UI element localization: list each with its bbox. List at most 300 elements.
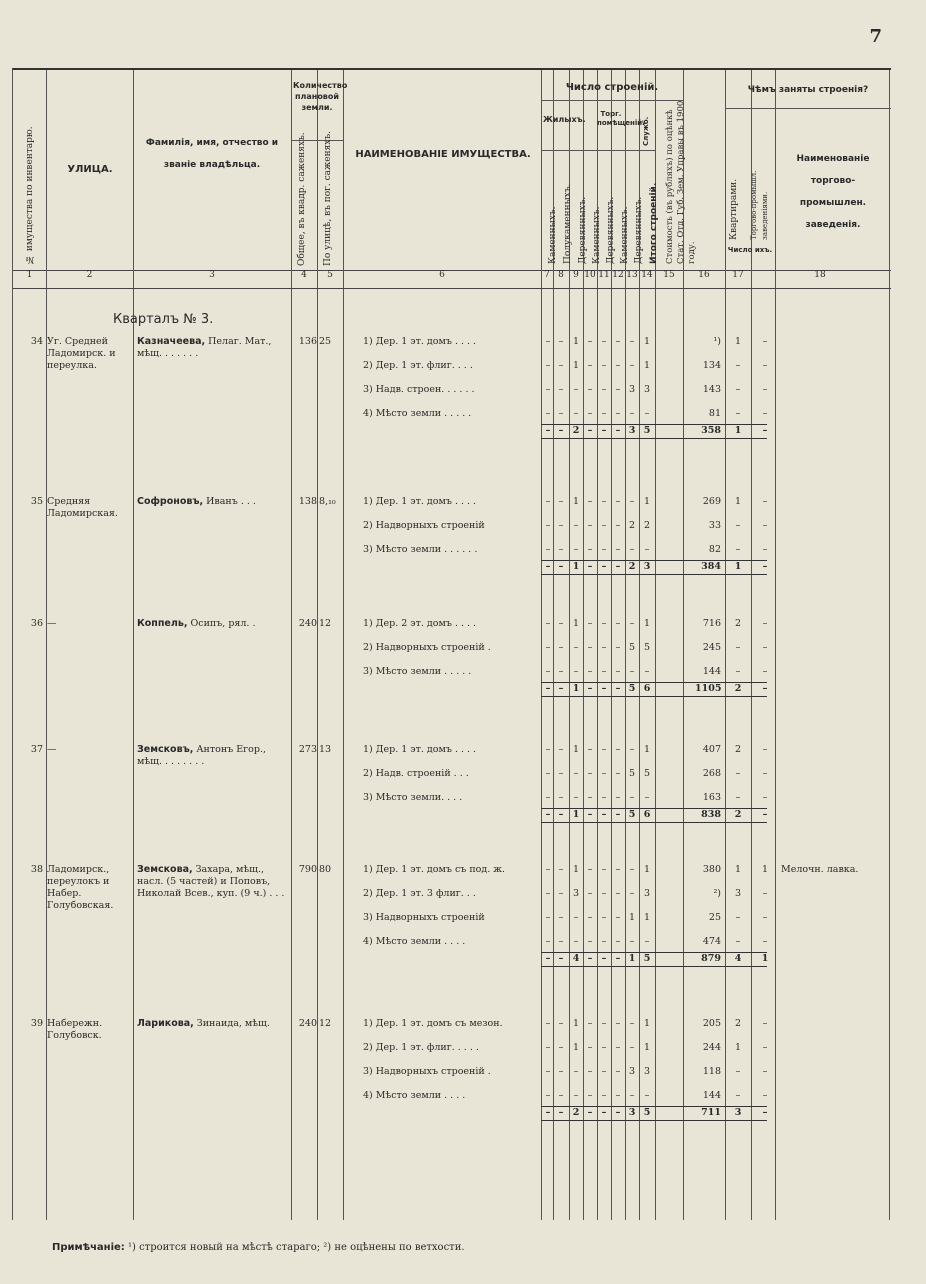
item-valuation: 134 <box>702 360 721 371</box>
item-apartments: – <box>735 520 741 531</box>
item-apartments: 1 <box>734 336 742 347</box>
header-area-frontage: По улицѣ, въ пог. саженяхъ. <box>323 131 333 266</box>
item-c14: 5 <box>643 768 651 779</box>
item-c13: 3 <box>628 384 636 395</box>
item-c11: – <box>601 408 607 419</box>
item-row <box>13 336 891 360</box>
item-c14: – <box>644 1090 650 1101</box>
record-frontage: 12 <box>319 618 332 629</box>
item-label: 4) Мѣсто земли . . . . . <box>363 408 472 419</box>
record-area: 138 <box>298 496 317 507</box>
item-establishments: – <box>762 520 768 531</box>
item-c11: – <box>601 936 607 947</box>
total-row <box>13 809 891 822</box>
total-row <box>13 1107 891 1120</box>
item-c12: – <box>615 936 621 947</box>
total-apartments: 2 <box>734 683 742 694</box>
total-c14: 3 <box>643 561 651 572</box>
total-valuation: 879 <box>701 953 721 964</box>
item-establishments: – <box>762 888 768 899</box>
header-col11: Деревянныхъ. <box>606 196 616 264</box>
item-valuation: ¹) <box>713 336 721 347</box>
item-c14: – <box>644 936 650 947</box>
total-c13: 3 <box>628 425 636 436</box>
record-frontage: 13 <box>319 744 332 755</box>
record-area: 273 <box>298 744 317 755</box>
item-c10: – <box>587 936 593 947</box>
total-establishments: – <box>762 425 768 436</box>
item-c8: – <box>558 768 564 779</box>
item-row <box>13 912 891 936</box>
item-c12: – <box>615 642 621 653</box>
total-valuation: 358 <box>701 425 721 436</box>
item-c7: – <box>545 1066 551 1077</box>
total-c7: – <box>545 561 551 572</box>
item-c8: – <box>558 496 564 507</box>
item-apartments: 1 <box>734 1042 742 1053</box>
item-establishments: – <box>762 936 768 947</box>
item-c9: – <box>573 792 579 803</box>
item-apartments: 3 <box>734 888 742 899</box>
item-c11: – <box>601 360 607 371</box>
item-c11: – <box>601 1090 607 1101</box>
record-area: 240 <box>298 1018 317 1029</box>
item-c8: – <box>558 642 564 653</box>
item-c8: – <box>558 408 564 419</box>
item-c7: – <box>545 360 551 371</box>
total-row <box>13 561 891 574</box>
header-trade: Торг. помѣщеній. <box>597 110 645 127</box>
item-label: 3) Мѣсто земли. . . . <box>363 792 463 803</box>
item-row <box>13 744 891 768</box>
owner-details: Антонъ Егор., мѣщ. . . . . . . . <box>137 744 266 767</box>
total-line <box>541 1120 767 1121</box>
total-c9: 1 <box>572 809 580 820</box>
header-establishment-name: Наименованіе торгово-промышлен. заведенія. <box>796 154 870 230</box>
item-c10: – <box>587 912 593 923</box>
item-label: 1) Дер. 1 эт. домъ . . . . <box>363 336 477 347</box>
item-c9: 1 <box>572 496 580 507</box>
item-c10: – <box>587 336 593 347</box>
total-c14: 5 <box>643 425 651 436</box>
item-apartments: – <box>735 360 741 371</box>
owner-surname: Ларикова, <box>137 1018 194 1029</box>
item-c8: – <box>558 912 564 923</box>
item-c13: – <box>629 496 635 507</box>
item-c9: – <box>573 544 579 555</box>
column-number-row <box>13 270 891 289</box>
total-establishments: 1 <box>761 953 769 964</box>
item-c9: – <box>573 768 579 779</box>
item-c8: – <box>558 384 564 395</box>
record-frontage: 12 <box>319 1018 332 1029</box>
total-c10: – <box>587 953 593 964</box>
header-residential: Жилыхъ. <box>543 115 586 124</box>
item-label: 2) Дер. 1 эт. 3 флиг. . . <box>363 888 476 899</box>
footnote-label: Примѣчаніе: <box>52 1242 125 1253</box>
total-c10: – <box>587 1107 593 1118</box>
total-c9: 2 <box>572 1107 580 1118</box>
item-label: 3) Надв. строен. . . . . . <box>363 384 475 395</box>
item-apartments: – <box>735 642 741 653</box>
item-label: 2) Надворныхъ строеній . <box>363 642 491 653</box>
item-c12: – <box>615 744 621 755</box>
total-c7: – <box>545 425 551 436</box>
item-c9: 1 <box>572 864 580 875</box>
item-c13: – <box>629 666 635 677</box>
record-street: — <box>47 618 57 629</box>
record-street: — <box>47 744 57 755</box>
item-c7: – <box>545 1090 551 1101</box>
item-label: 2) Дер. 1 эт. флиг. . . . <box>363 360 473 371</box>
total-c13: 5 <box>628 809 636 820</box>
item-label: 1) Дер. 1 эт. домъ съ мезон. <box>363 1018 503 1029</box>
item-valuation: 244 <box>702 1042 721 1053</box>
header-col9: Деревянныхъ. <box>578 196 588 264</box>
colnum-15: 15 <box>663 270 675 280</box>
record-frontage: 80 <box>319 864 332 875</box>
item-c11: – <box>601 768 607 779</box>
item-c11: – <box>601 864 607 875</box>
total-c11: – <box>601 561 607 572</box>
item-c12: – <box>615 520 621 531</box>
item-c8: – <box>558 544 564 555</box>
total-c8: – <box>558 953 564 964</box>
header-col8: Полукаменныхъ. <box>563 183 573 264</box>
item-row <box>13 496 891 520</box>
item-row <box>13 1018 891 1042</box>
item-c14: 1 <box>643 744 651 755</box>
header-area-total: Общее, въ квадр. саженяхъ. <box>297 132 307 266</box>
item-row <box>13 888 891 912</box>
item-c12: – <box>615 768 621 779</box>
item-apartments: – <box>735 792 741 803</box>
item-label: 4) Мѣсто земли . . . . <box>363 1090 466 1101</box>
item-c14: 1 <box>643 618 651 629</box>
item-c14: 1 <box>643 912 651 923</box>
item-apartments: – <box>735 1090 741 1101</box>
record-street: Набережн. Голубовск. <box>47 1018 103 1041</box>
item-valuation: 144 <box>702 666 721 677</box>
total-c7: – <box>545 1107 551 1118</box>
item-apartments: 1 <box>734 864 742 875</box>
owner-surname: Земскова, <box>137 864 193 875</box>
item-c12: – <box>615 336 621 347</box>
item-c13: – <box>629 618 635 629</box>
total-line <box>541 966 767 967</box>
item-c13: – <box>629 744 635 755</box>
item-establishments: – <box>762 496 768 507</box>
item-label: 4) Мѣсто земли . . . . <box>363 936 466 947</box>
item-valuation: 25 <box>708 912 721 923</box>
item-c12: – <box>615 618 621 629</box>
colnum-12: 12 <box>612 270 624 280</box>
item-c7: – <box>545 384 551 395</box>
record-number: 38 <box>30 864 43 875</box>
item-establishments: – <box>762 360 768 371</box>
header-col13: Деревянныхъ. <box>634 196 644 264</box>
item-c13: – <box>629 544 635 555</box>
item-c10: – <box>587 520 593 531</box>
colnum-17: 17 <box>732 270 744 280</box>
item-valuation: 245 <box>702 642 721 653</box>
item-apartments: – <box>735 1066 741 1077</box>
item-establishments: – <box>762 666 768 677</box>
colnum-14: 14 <box>641 270 653 280</box>
item-c8: – <box>558 1042 564 1053</box>
total-apartments: 1 <box>734 561 742 572</box>
item-c13: – <box>629 864 635 875</box>
total-c13: 3 <box>628 1107 636 1118</box>
total-valuation: 1105 <box>695 683 722 694</box>
item-c13: 5 <box>628 768 636 779</box>
item-c10: – <box>587 496 593 507</box>
item-c9: 3 <box>572 888 580 899</box>
item-c14: 1 <box>643 864 651 875</box>
item-c14: 3 <box>643 384 651 395</box>
item-valuation: 33 <box>708 520 721 531</box>
item-c7: – <box>545 912 551 923</box>
item-c7: – <box>545 1042 551 1053</box>
item-c8: – <box>558 336 564 347</box>
item-c7: – <box>545 618 551 629</box>
item-establishments: 1 <box>761 864 769 875</box>
item-establishments: – <box>762 792 768 803</box>
item-establishments: – <box>762 642 768 653</box>
item-c8: – <box>558 936 564 947</box>
item-c11: – <box>601 642 607 653</box>
header-count: Число ихъ. <box>727 246 773 254</box>
item-c11: – <box>601 1066 607 1077</box>
record-number: 36 <box>30 618 43 629</box>
header-apartments: Квартирами. <box>729 178 739 240</box>
item-c7: – <box>545 544 551 555</box>
colnum-18: 18 <box>814 270 826 280</box>
total-c9: 4 <box>572 953 580 964</box>
total-c9: 1 <box>572 683 580 694</box>
item-valuation: 82 <box>708 544 721 555</box>
item-valuation: ²) <box>713 888 721 899</box>
item-c9: 1 <box>572 360 580 371</box>
total-c14: 6 <box>643 809 651 820</box>
item-label: 1) Дер. 1 эт. домъ съ под. ж. <box>363 864 506 875</box>
total-c7: – <box>545 953 551 964</box>
item-c13: 1 <box>628 912 636 923</box>
item-c10: – <box>587 1018 593 1029</box>
item-c12: – <box>615 792 621 803</box>
item-establishments: – <box>762 618 768 629</box>
item-valuation: 118 <box>702 1066 721 1077</box>
header-col12: Каменныхъ. <box>620 206 630 264</box>
item-c13: 5 <box>628 642 636 653</box>
total-valuation: 384 <box>701 561 721 572</box>
item-c9: – <box>573 936 579 947</box>
item-c7: – <box>545 642 551 653</box>
item-c9: 1 <box>572 1042 580 1053</box>
record-number: 35 <box>30 496 43 507</box>
footnote-text: ¹) строится новый на мѣстѣ стараго; ²) не оцѣнены по ветхости. <box>124 1242 465 1253</box>
total-apartments: 2 <box>734 809 742 820</box>
total-c13: 5 <box>628 683 636 694</box>
owner-details: Осипъ, рял. . <box>187 618 256 629</box>
header-valuation: Стоимость (въ рубляхъ) по оцѣнкѣ Стат. Отд. Губ. Зем. Управы въ 1900 году. <box>665 100 697 264</box>
item-establishments: – <box>762 912 768 923</box>
item-c10: – <box>587 544 593 555</box>
item-establishments: – <box>762 336 768 347</box>
colnum-2: 2 <box>86 270 93 280</box>
item-c13: – <box>629 1090 635 1101</box>
item-c12: – <box>615 1018 621 1029</box>
item-label: 2) Надворныхъ строеній <box>363 520 485 531</box>
record-street: Ладомирск., переулокъ и Набер. Голубовская. <box>47 864 114 911</box>
item-c12: – <box>615 666 621 677</box>
item-c11: – <box>601 384 607 395</box>
item-row <box>13 384 891 408</box>
item-establishments: – <box>762 408 768 419</box>
item-c13: – <box>629 792 635 803</box>
total-c14: 5 <box>643 953 651 964</box>
record-street: Средняя Ладомирская. <box>47 496 118 519</box>
total-c8: – <box>558 425 564 436</box>
item-c9: 1 <box>572 744 580 755</box>
header-occupied-by: Чѣмъ заняты строенія? <box>747 85 869 95</box>
record-number: 37 <box>30 744 43 755</box>
item-c14: 5 <box>643 642 651 653</box>
total-establishments: – <box>762 561 768 572</box>
item-c10: – <box>587 1042 593 1053</box>
item-c13: 3 <box>628 1066 636 1077</box>
total-establishments: – <box>762 809 768 820</box>
table-header <box>13 70 891 271</box>
item-c10: – <box>587 888 593 899</box>
total-c13: 1 <box>628 953 636 964</box>
owner-surname: Казначеева, <box>137 336 206 347</box>
item-establishments: – <box>762 1090 768 1101</box>
item-c10: – <box>587 1066 593 1077</box>
item-label: 3) Мѣсто земли . . . . . . <box>363 544 478 555</box>
total-line <box>541 696 767 697</box>
item-valuation: 205 <box>702 1018 721 1029</box>
item-apartments: – <box>735 408 741 419</box>
item-c7: – <box>545 792 551 803</box>
item-c11: – <box>601 666 607 677</box>
item-c14: 1 <box>643 1018 651 1029</box>
item-c9: 1 <box>572 336 580 347</box>
colnum-16: 16 <box>698 270 710 280</box>
item-c14: 3 <box>643 888 651 899</box>
item-apartments: 2 <box>734 618 742 629</box>
item-c7: – <box>545 336 551 347</box>
item-c7: – <box>545 666 551 677</box>
item-row <box>13 864 891 888</box>
record-frontage: 25 <box>319 336 332 347</box>
item-c13: 2 <box>628 520 636 531</box>
total-c7: – <box>545 809 551 820</box>
total-c8: – <box>558 683 564 694</box>
item-c14: 1 <box>643 496 651 507</box>
item-c14: 1 <box>643 336 651 347</box>
item-c10: – <box>587 360 593 371</box>
record-number: 39 <box>30 1018 43 1029</box>
header-land-area: Количество плановой земли. <box>293 81 348 112</box>
total-row <box>13 425 891 438</box>
item-c13: – <box>629 336 635 347</box>
total-c11: – <box>601 425 607 436</box>
item-c9: – <box>573 666 579 677</box>
total-c8: – <box>558 1107 564 1118</box>
table-body <box>13 288 891 1220</box>
item-c7: – <box>545 744 551 755</box>
total-row <box>13 683 891 696</box>
item-label: 3) Надворныхъ строеній <box>363 912 485 923</box>
colnum-13: 13 <box>626 270 638 280</box>
total-apartments: 4 <box>734 953 742 964</box>
item-c7: – <box>545 768 551 779</box>
total-establishments: – <box>762 683 768 694</box>
total-valuation: 838 <box>701 809 721 820</box>
total-c11: – <box>601 809 607 820</box>
total-c7: – <box>545 683 551 694</box>
item-establishments: – <box>762 768 768 779</box>
item-c9: – <box>573 912 579 923</box>
item-apartments: – <box>735 666 741 677</box>
item-c7: – <box>545 408 551 419</box>
header-service: Служб. <box>642 116 650 146</box>
item-c10: – <box>587 642 593 653</box>
item-c10: – <box>587 768 593 779</box>
total-c8: – <box>558 809 564 820</box>
item-c11: – <box>601 792 607 803</box>
colnum-11: 11 <box>598 270 610 280</box>
total-row <box>13 953 891 966</box>
total-c9: 1 <box>572 561 580 572</box>
quarter-title: Кварталъ № 3. <box>113 312 214 327</box>
owner-details: Иванъ . . . <box>203 496 256 507</box>
total-valuation: 711 <box>701 1107 721 1118</box>
total-c11: – <box>601 1107 607 1118</box>
item-c14: – <box>644 544 650 555</box>
total-c14: 6 <box>643 683 651 694</box>
item-c12: – <box>615 544 621 555</box>
item-c13: – <box>629 360 635 371</box>
item-c8: – <box>558 360 564 371</box>
item-c12: – <box>615 1090 621 1101</box>
item-c10: – <box>587 744 593 755</box>
total-c12: – <box>615 561 621 572</box>
total-c12: – <box>615 809 621 820</box>
total-apartments: 1 <box>734 425 742 436</box>
item-establishments: – <box>762 1066 768 1077</box>
colnum-8: 8 <box>558 270 564 280</box>
item-label: 2) Надв. строеній . . . <box>363 768 469 779</box>
colnum-7: 7 <box>544 270 550 280</box>
item-c10: – <box>587 1090 593 1101</box>
total-c10: – <box>587 683 593 694</box>
record-area: 790 <box>298 864 317 875</box>
item-row <box>13 1042 891 1066</box>
item-c11: – <box>601 744 607 755</box>
item-valuation: 269 <box>702 496 721 507</box>
item-apartments: 1 <box>734 496 742 507</box>
item-c11: – <box>601 520 607 531</box>
footnote <box>52 1242 465 1253</box>
item-apartments: – <box>735 768 741 779</box>
item-label: 3) Мѣсто земли . . . . . <box>363 666 472 677</box>
item-label: 1) Дер. 1 эт. домъ . . . . <box>363 744 477 755</box>
record-street: Уг. Средней Ладомирск. и переулка. <box>47 336 116 371</box>
item-apartments: – <box>735 384 741 395</box>
item-c10: – <box>587 408 593 419</box>
